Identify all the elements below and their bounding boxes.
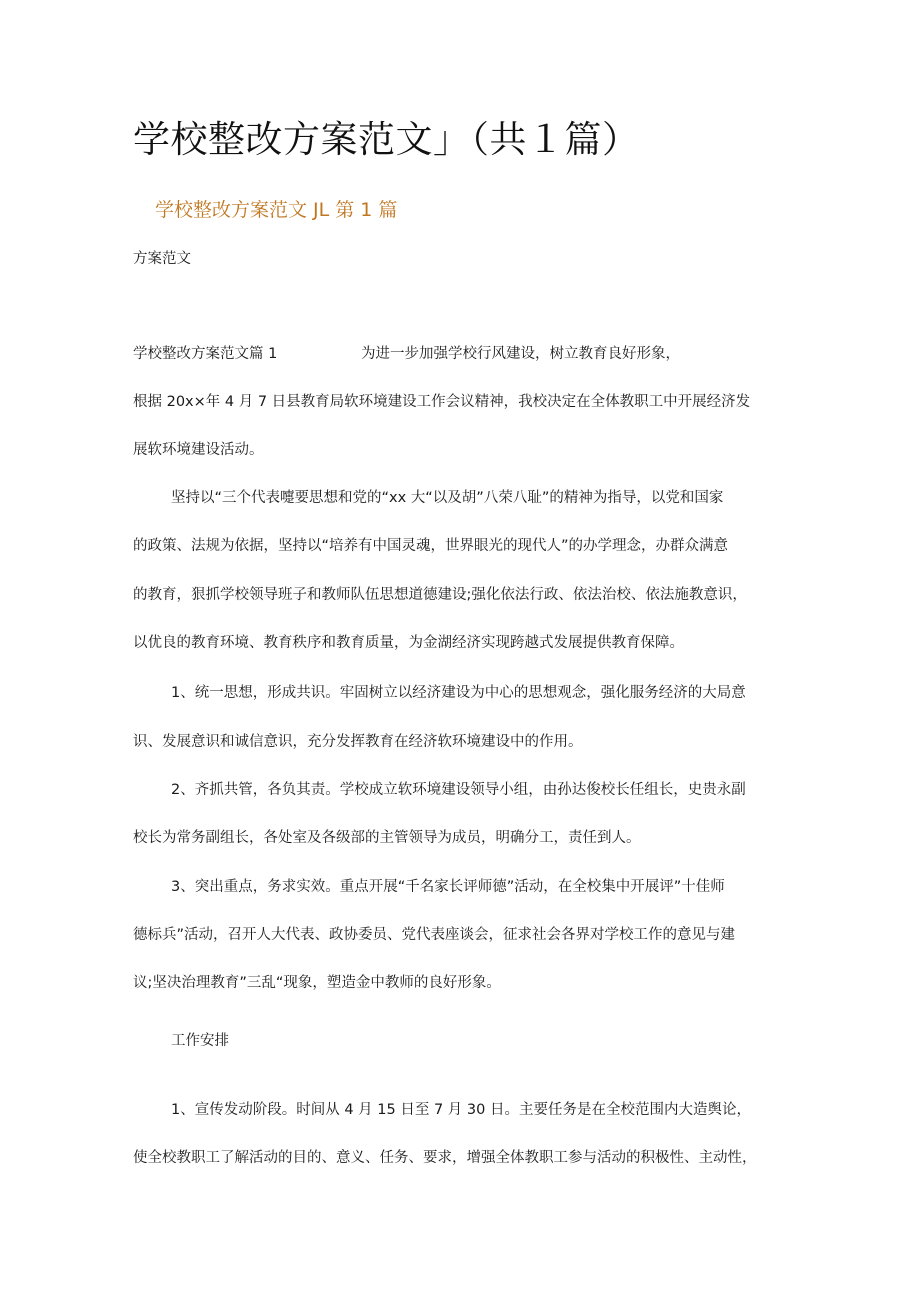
paragraph-line: 的政策、法规为依据，坚持以“培养有中国灵魂，世界眼光的现代人”的办学理念，办群众满意 [133,538,729,554]
paragraph-line: 1、宣传发动阶段。时间从 4 月 15 日至 7 月 30 日。主要任务是在全校范围内大造舆论， [171,1102,751,1118]
paragraph-line: 识、发展意识和诚信意识，充分发挥教育在经济软环境建设中的作用。 [133,734,583,750]
paragraph-line: 以优良的教育环境、教育秩序和教育质量，为金湖经济实现跨越式发展提供教育保障。 [133,635,684,651]
section-heading: 工作安排 [171,1033,229,1049]
paragraph-line: 坚持以“三个代表嚏要思想和党的“xx 大“以及胡”八荣八耻”的精神为指导，以党和国家 [171,490,724,506]
paragraph-line: 的教育，狠抓学校领导班子和教师队伍思想道德建设;强化依法行政、依法治校、依法施教意识， [133,587,747,603]
document-subtitle: 学校整改方案范文 JL 第 1 篇 [155,199,398,221]
paragraph-line: 校长为常务副组长，各处室及各级部的主管领导为成员，明确分工，责任到人。 [133,830,641,846]
paragraph-line: 1、统一思想，形成共识。牢固树立以经济建设为中心的思想观念，强化服务经济的大局意 [171,685,746,701]
paragraph-line: 2、齐抓共管，各负其责。学校成立软环境建设领导小组，由孙达俊校长任组长，史贵永副 [171,782,746,798]
section-heading: 学校整改方案范文篇 1 [133,346,278,362]
paragraph-line: 3、突出重点，务求实效。重点开展“千名家长评师德”活动，在全校集中开展评”十佳师 [171,879,725,895]
paragraph-line: 根据 20x×年 4 月 7 日县教育局软环境建设工作会议精神，我校决定在全体教职工中开展经济发 [133,394,751,410]
document-title: 学校整改方案范文」（共１篇） [133,118,640,161]
category-label: 方案范文 [133,251,191,267]
paragraph-line: 为进一步加强学校行风建设，树立教育良好形象， [361,346,680,362]
paragraph-line: 使全校教职工了解活动的目的、意义、任务、要求，增强全体教职工参与活动的积极性、主动性， [133,1150,757,1166]
paragraph-line: 议;坚决治理教育”三乱“现象，塑造金中教师的良好形象。 [133,975,501,991]
paragraph-line: 展软环境建设活动。 [133,442,264,458]
paragraph-line: 德标兵”活动，召开人大代表、政协委员、党代表座谈会，征求社会各界对学校工作的意见与建 [133,927,736,943]
